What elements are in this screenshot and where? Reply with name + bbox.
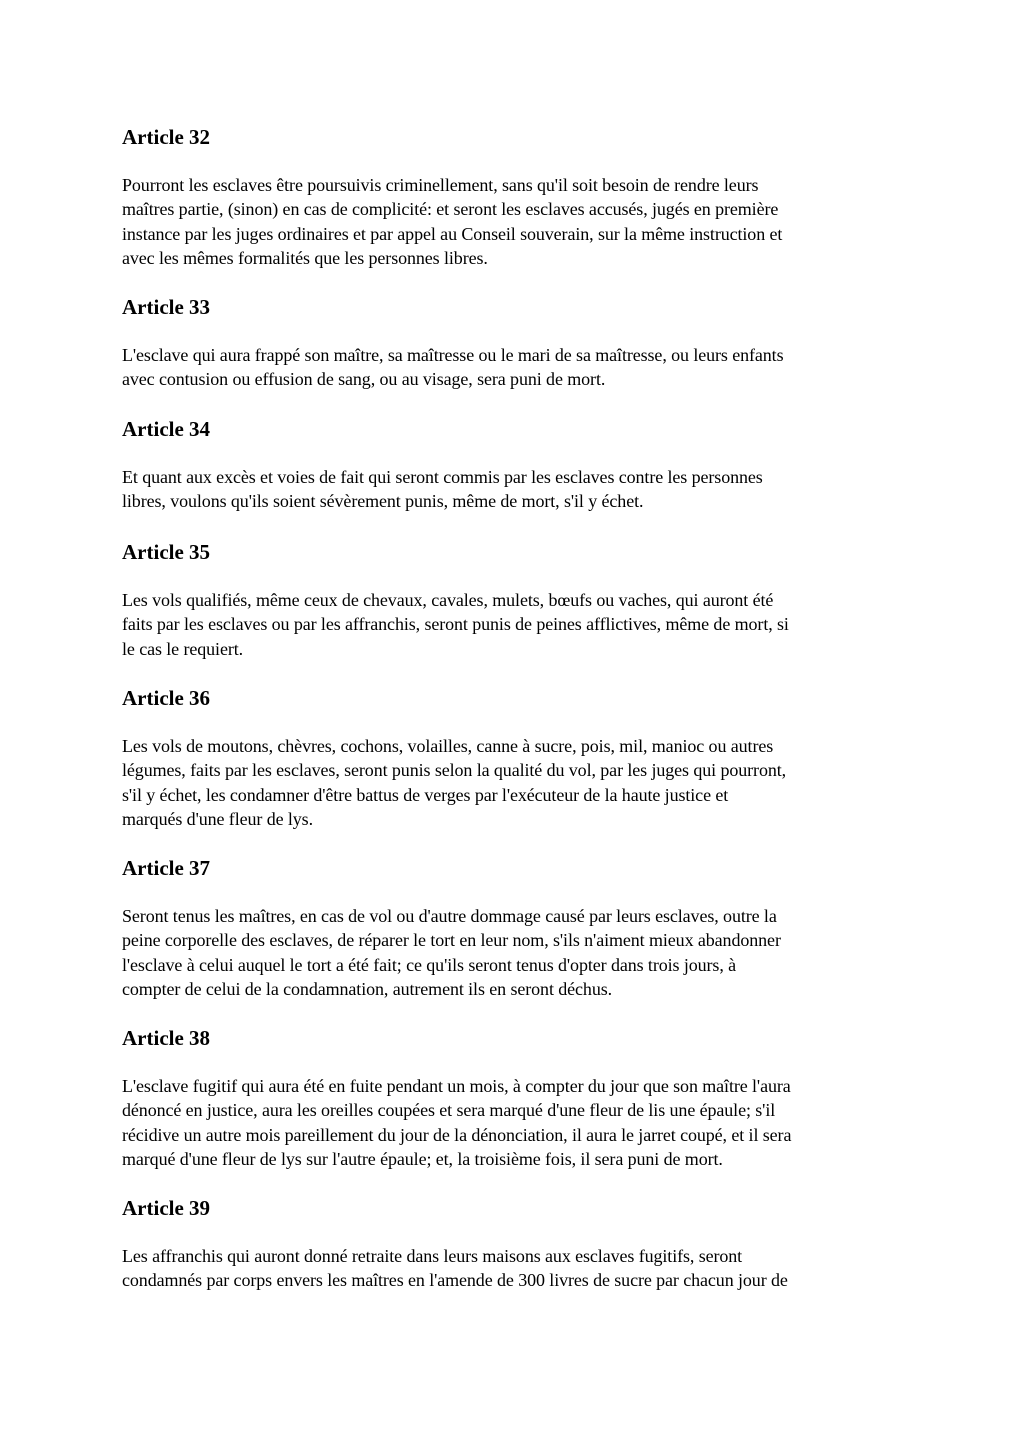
article-35 — [122, 539, 912, 661]
article-text: Pourront les esclaves être poursuivis criminellement, sans qu'il soit besoin de rendre leurs maîtres partie, (sinon) en cas de complicité: et seront les esclaves accusés, jugés en première instance par les juges ordinaires et par appel au Conseil souverain, sur la même instruction et avec les mêmes formalités que les personnes libres. — [122, 175, 783, 268]
article-heading: Article 34 — [122, 417, 211, 441]
article-32 — [122, 124, 912, 270]
article-33 — [122, 294, 912, 392]
article-heading: Article 32 — [122, 125, 211, 149]
article-heading: Article 37 — [122, 856, 211, 880]
article-heading: Article 39 — [122, 1196, 211, 1220]
article-heading: Article 36 — [122, 686, 211, 710]
article-heading: Article 33 — [122, 295, 211, 319]
article-39 — [122, 1195, 912, 1293]
article-text: Les vols de moutons, chèvres, cochons, volailles, canne à sucre, pois, mil, manioc ou autres légumes, faits par les esclaves, seront punis selon la qualité du vol, par les juges qui pourront, s'il y échet, les condamner d'être battus de verges par l'exécuteur de la haute justice et marqués d'une fleur de lys. — [122, 736, 787, 829]
article-text: Et quant aux excès et voies de fait qui seront commis par les esclaves contre les personnes libres, voulons qu'ils soient sévèrement punis, même de mort, s'il y échet. — [122, 467, 763, 512]
article-38 — [122, 1025, 912, 1171]
article-34 — [122, 416, 912, 514]
article-text: Les affranchis qui auront donné retraite dans leurs maisons aux esclaves fugitifs, seront condamnés par corps envers les maîtres en l'amende de 300 livres de sucre par chacun jour de — [122, 1246, 788, 1291]
article-36 — [122, 685, 912, 831]
article-text: L'esclave fugitif qui aura été en fuite pendant un mois, à compter du jour que son maître l'aura dénoncé en justice, aura les oreilles coupées et sera marqué d'une fleur de lis une épaule; s'il récidive un autre mois pareillement du jour de la dénonciation, il aura le jarret coupé, et il sera marqué d'une fleur de lys sur l'autre épaule; et, la troisième fois, il sera puni de mort. — [122, 1076, 792, 1169]
article-text: L'esclave qui aura frappé son maître, sa maîtresse ou le mari de sa maîtresse, ou leurs enfants avec contusion ou effusion de sang, ou au visage, sera puni de mort. — [122, 345, 784, 390]
article-text: Les vols qualifiés, même ceux de chevaux, cavales, mulets, bœufs ou vaches, qui auront été faits par les esclaves ou par les affranchis, seront punis de peines afflictives, même de mort, si le cas le requiert. — [122, 590, 789, 659]
article-text: Seront tenus les maîtres, en cas de vol ou d'autre dommage causé par leurs esclaves, outre la peine corporelle des esclaves, de réparer le tort en leur nom, s'ils n'aiment mieux abandonner l'esclave à celui auquel le tort a été fait; ce qu'ils seront tenus d'opter dans trois jours, à compter de celui de la condamnation, autrement ils en seront déchus. — [122, 906, 781, 999]
article-heading: Article 35 — [122, 540, 211, 564]
article-37 — [122, 855, 912, 1001]
article-heading: Article 38 — [122, 1026, 211, 1050]
